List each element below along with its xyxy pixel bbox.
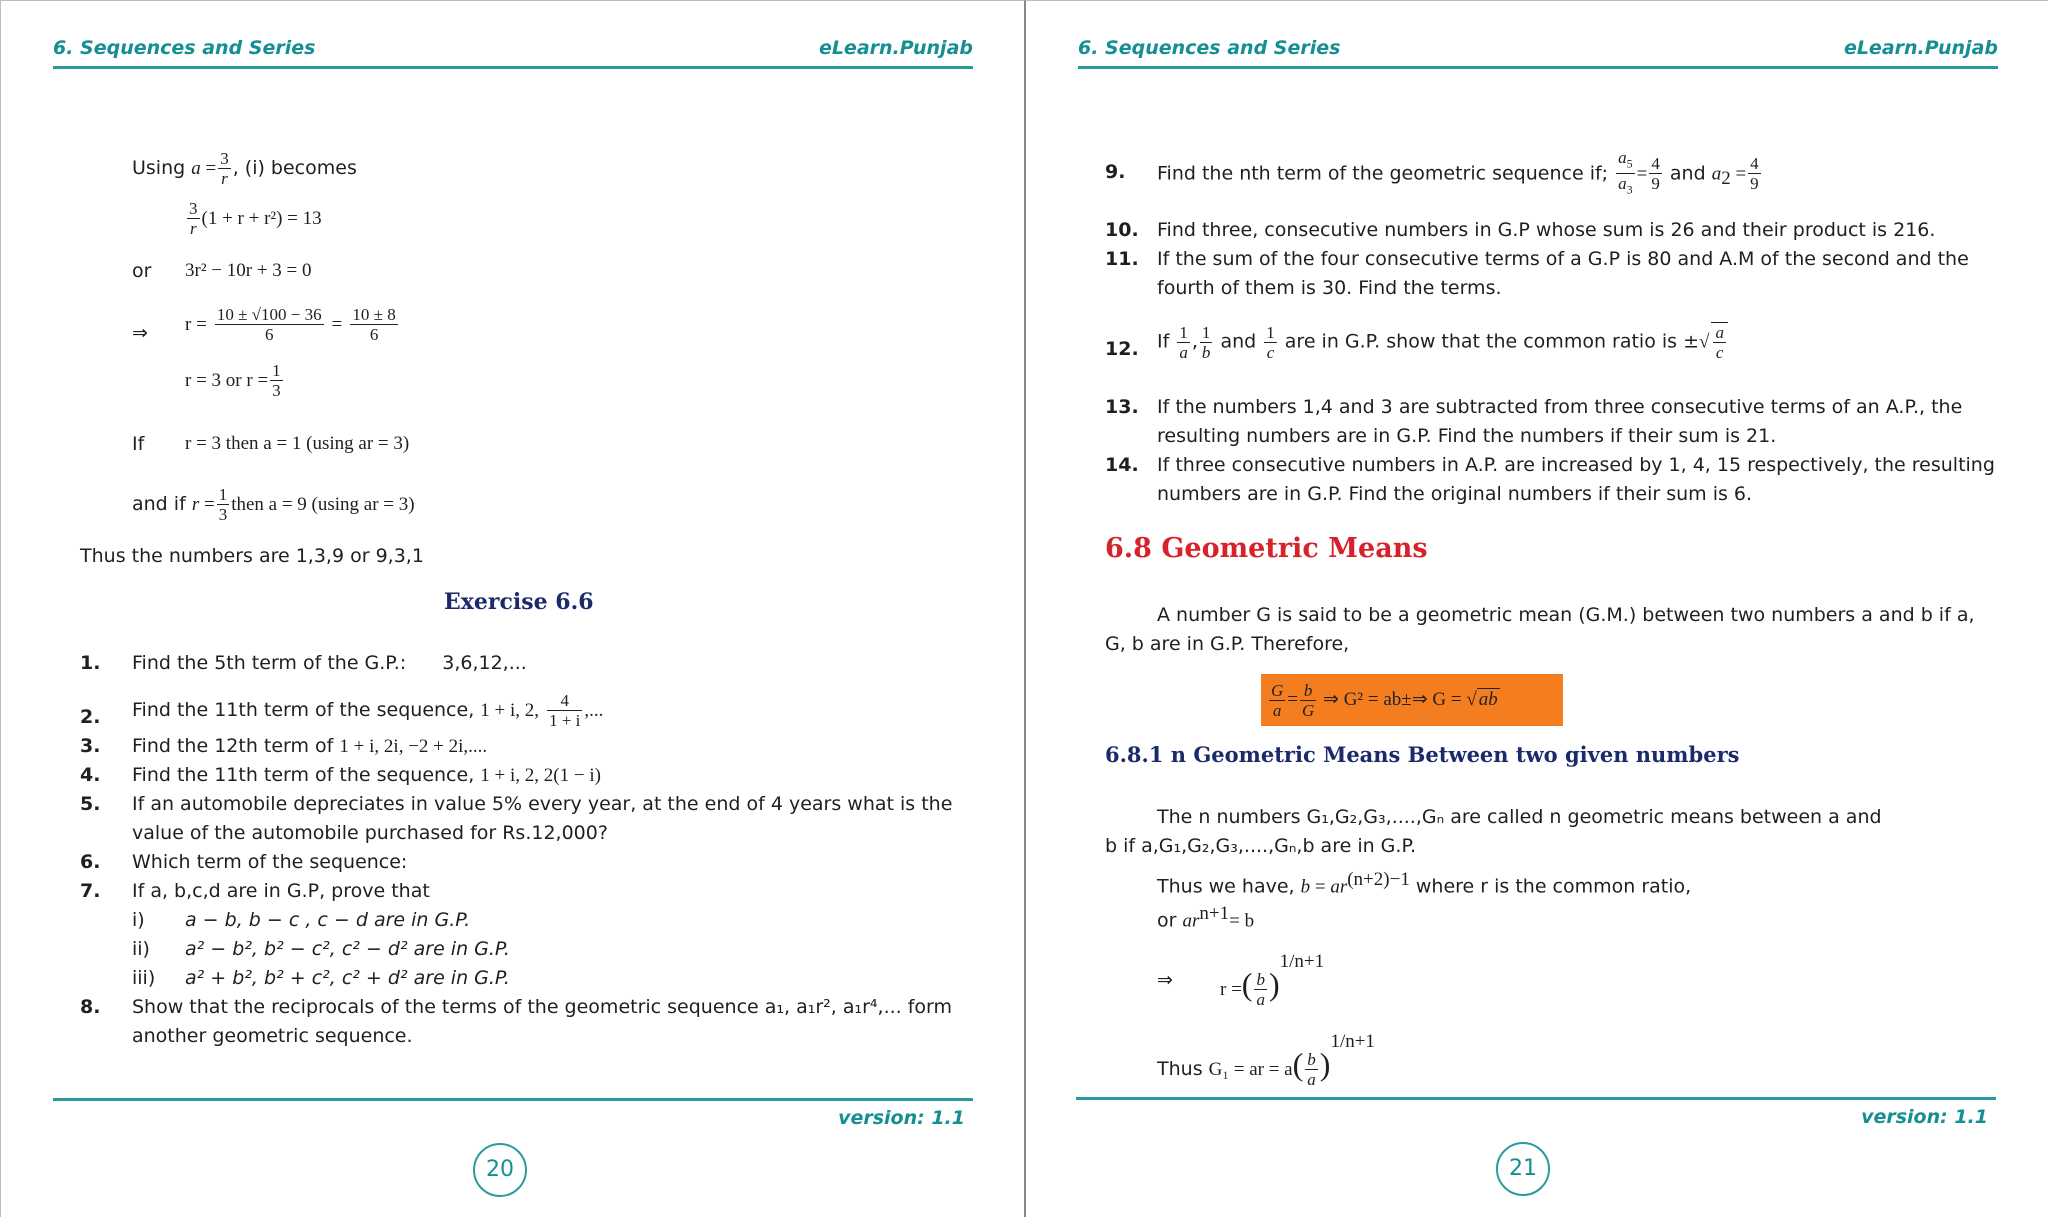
or-label: or [132, 260, 152, 282]
q7-iii: a² + b², b² + c², c² + d² are in G.P. [185, 967, 510, 989]
if-case-1: r = 3 then a = 1 (using ar = 3) [185, 433, 410, 454]
page-number: 20 [473, 1143, 527, 1197]
question-3: Find the 12th term of 1 + i, 2i, −2 + 2i,.... [132, 735, 488, 757]
q-number: 5. [80, 793, 101, 815]
equation-3: r = $\frac{10 \pm √100 - 36}{6}$ = $\frac{10 \pm 8}{6}$ [185, 305, 396, 344]
q-number: 10. [1105, 219, 1139, 241]
q7-ii: a² − b², b² − c², c² − d² are in G.P. [185, 938, 510, 960]
page-header [1078, 37, 1998, 69]
gm-formula-box: $\frac{G}{a}$ = $\frac{b}{G}$ ⇒ G² = ab±⇒ G = √ ab [1261, 674, 1563, 726]
question-5-line-1: If an automobile depreciates in value 5% every year, at the end of 4 years what is the [132, 793, 953, 815]
implies-arrow: ⇒ [132, 322, 148, 344]
equation-1: $\frac{3}{r}$ (1 + r + r²) = 13 [189, 199, 322, 238]
question-9: Find the nth term of the geometric sequence if; $\frac{a_5}{a_3}$ = $\frac{4}{9}$ and $a_2$ = $\frac{4}{9}$ [1157, 148, 1759, 197]
q-number: 2. [80, 706, 101, 728]
conclusion: Thus the numbers are 1,3,9 or 9,3,1 [80, 545, 424, 567]
subsection-title: 6.8.1 n Geometric Means Between two given numbers [1105, 742, 1740, 767]
question-11-line-1: If the sum of the four consecutive terms of a G.P is 80 and A.M of the second and the [1157, 248, 1969, 270]
equation-2: 3r² − 10r + 3 = 0 [185, 260, 312, 281]
question-14-line-2: numbers are in G.P. Find the original numbers if their sum is 6. [1157, 483, 1753, 505]
question-13-line-1: If the numbers 1,4 and 3 are subtracted from three consecutive terms of an A.P., the [1157, 396, 1963, 418]
q7-i-label: i) [132, 909, 145, 931]
question-2: Find the 11th term of the sequence, 1 + i, 2, $\frac{4}{1 + i}$ ,... [132, 691, 604, 730]
question-8-line-1: Show that the reciprocals of the terms of the geometric sequence a₁, a₁r², a₁r⁴,... form [132, 996, 953, 1018]
page-number: 21 [1496, 1142, 1550, 1196]
q7-i: a − b, b − c , c − d are in G.P. [185, 909, 471, 931]
chapter-title: 6. Sequences and Series [1078, 37, 1341, 59]
q-number: 4. [80, 764, 101, 786]
question-8-line-2: another geometric sequence. [132, 1025, 413, 1047]
exercise-title: Exercise 6.6 [444, 589, 594, 615]
implies-arrow: ⇒ [1157, 969, 1173, 991]
q-number: 13. [1105, 396, 1139, 418]
q-number: 11. [1105, 248, 1139, 270]
paragraph-1-line-1: The n numbers G₁,G₂,G₃,....,Gₙ are called n geometric means between a and [1157, 806, 1882, 828]
question-10: Find three, consecutive numbers in G.P whose sum is 26 and their product is 216. [1157, 219, 1936, 241]
question-4: Find the 11th term of the sequence, 1 + i, 2, 2(1 − i) [132, 764, 601, 786]
q-number: 12. [1105, 338, 1139, 360]
q-number: 3. [80, 735, 101, 757]
chapter-title: 6. Sequences and Series [53, 37, 316, 59]
question-12: If $\frac{1}{a}$ , $\frac{1}{b}$ and $\frac{1}{c}$ are in G.P. show that the common ratio is ±√ $\frac{a}{c}$ [1157, 322, 1730, 362]
page-footer [53, 1098, 973, 1129]
page-header [53, 37, 973, 69]
paragraph-1-line-2: b if a,G₁,G₂,G₃,....,Gₙ,b are in G.P. [1105, 835, 1416, 857]
g1-formula: Thus G₁ = ar = a( $\frac{b}{a}$ )$^{1/n+1}$ [1157, 1031, 1375, 1089]
q-number: 14. [1105, 454, 1139, 476]
using-line: Using a = $\frac{3}{r}$ , (i) becomes [132, 149, 357, 188]
paragraph-2: Thus we have, $b = ar^{(n+2)-1}$ where r is the common ratio, [1157, 869, 1692, 898]
q7-iii-label: iii) [132, 967, 156, 989]
brand-name: eLearn.Punjab [818, 37, 973, 59]
gm-definition-line-2: G, b are in G.P. Therefore, [1105, 633, 1350, 655]
r-formula: r =( $\frac{b}{a}$ )$^{1/n+1}$ [1220, 951, 1325, 1009]
question-5-line-2: value of the automobile purchased for Rs.12,000? [132, 822, 608, 844]
if-label: If [132, 433, 145, 455]
page-footer [1076, 1097, 1996, 1128]
r-values: r = 3 or r = $\frac{1}{3}$ [185, 361, 281, 400]
question-11-line-2: fourth of them is 30. Find the terms. [1157, 277, 1502, 299]
q-number: 6. [80, 851, 101, 873]
version-label: version: 1.1 [838, 1107, 965, 1129]
paragraph-3: or $ar^{n+1}= b$ [1157, 903, 1255, 932]
and-if-line: and if r = $\frac{1}{3}$ then a = 9 (using ar = 3) [132, 485, 415, 524]
q-number: 1. [80, 652, 101, 674]
q-number: 7. [80, 880, 101, 902]
question-7: If a, b,c,d are in G.P, prove that [132, 880, 430, 902]
q-number: 8. [80, 996, 101, 1018]
section-title: 6.8 Geometric Means [1105, 533, 1428, 564]
question-13-line-2: resulting numbers are in G.P. Find the numbers if their sum is 21. [1157, 425, 1777, 447]
q-number: 9. [1105, 161, 1126, 183]
brand-name: eLearn.Punjab [1843, 37, 1998, 59]
question-14-line-1: If three consecutive numbers in A.P. are increased by 1, 4, 15 respectively, the resulting [1157, 454, 1995, 476]
question-6: Which term of the sequence: [132, 851, 408, 873]
question-1: Find the 5th term of the G.P.: 3,6,12,... [132, 652, 527, 674]
q7-ii-label: ii) [132, 938, 150, 960]
version-label: version: 1.1 [1861, 1106, 1988, 1128]
gm-definition-line-1: A number G is said to be a geometric mean (G.M.) between two numbers a and b if a, [1157, 604, 1975, 626]
